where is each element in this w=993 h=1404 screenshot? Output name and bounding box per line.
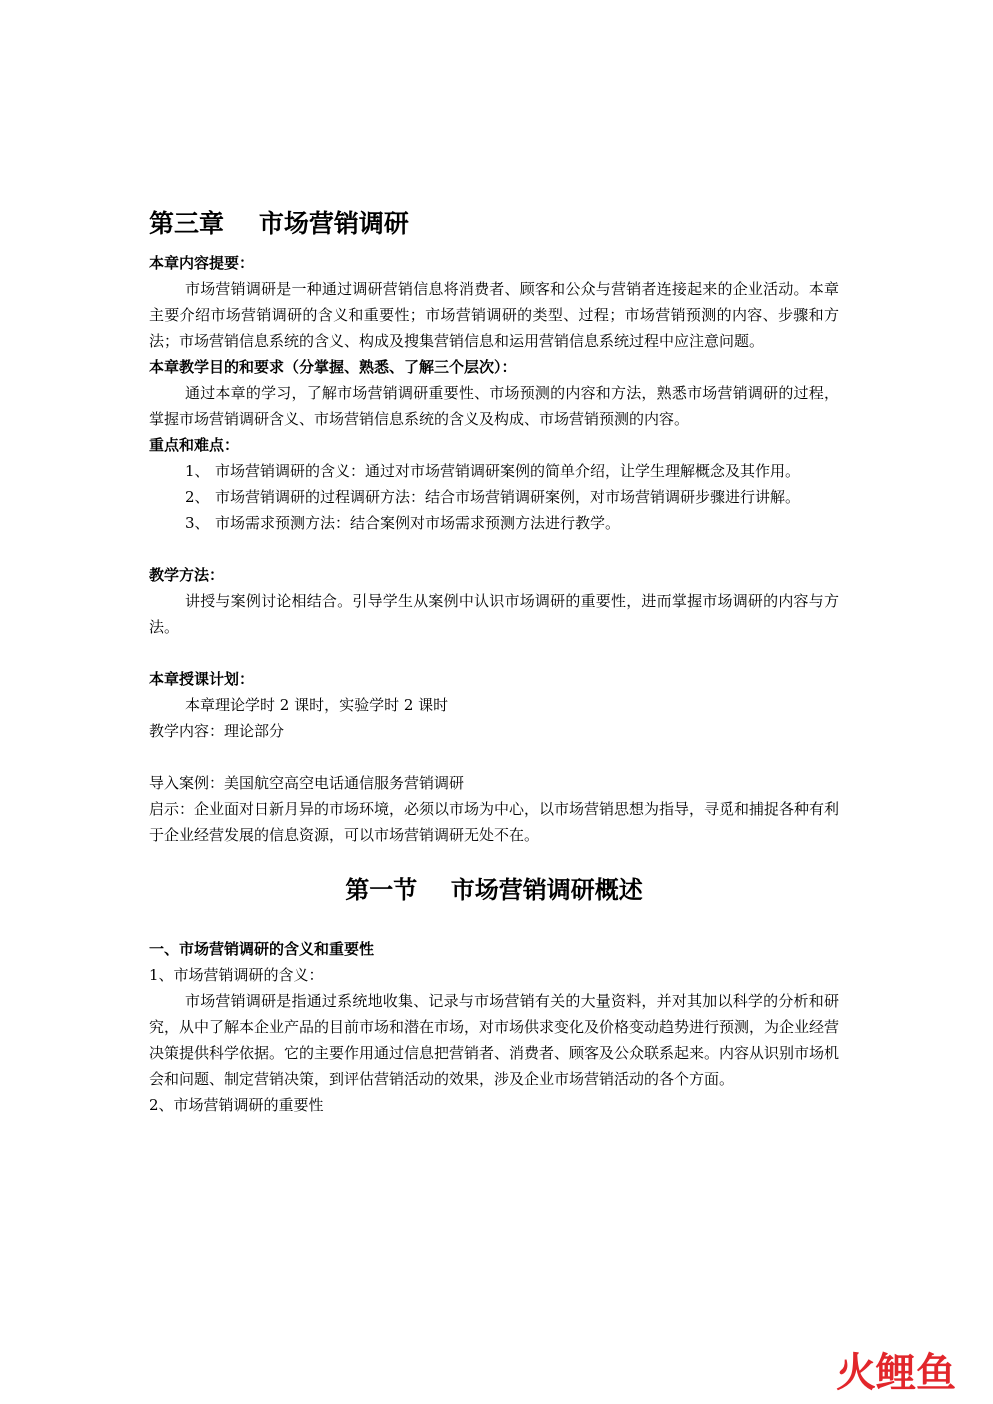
list-item-text: 市场营销调研的含义：通过对市场营销调研案例的简单介绍，让学生理解概念及其作用。 <box>215 462 801 480</box>
list-item <box>149 484 839 510</box>
plan-hours: 本章理论学时 2 课时，实验学时 2 课时 <box>185 696 449 714</box>
list-item-text: 市场需求预测方法：结合案例对市场需求预测方法进行教学。 <box>215 514 621 532</box>
item1-label: 1、市场营销调研的含义： <box>149 966 324 984</box>
list-item-text: 市场营销调研的过程调研方法：结合市场营销调研案例，对市场营销调研步骤进行讲解。 <box>215 488 801 506</box>
document-page <box>149 202 839 1118</box>
item1-text: 市场营销调研是指通过系统地收集、记录与市场营销有关的大量资料，并对其加以科学的分析和研究，从中了解本企业产品的目前市场和潜在市场，对市场供求变化及价格变动趋势进行预测，为企业经营决策提供科学依据。它的主要作用通过信息把营销者、消费者、顾客及公众联系起来。内容从识别市场机会和问题、制定营销决策，到评估营销活动的效果，涉及企业市场营销活动的各个方面。 <box>149 992 840 1088</box>
methods-text: 讲授与案例讨论相结合。引导学生从案例中认识市场调研的重要性，进而掌握市场调研的内容与方法。 <box>149 592 839 636</box>
plan-content: 教学内容：理论部分 <box>149 722 285 740</box>
spacer <box>149 744 839 770</box>
watermark-logo-text: 火鲤鱼 <box>836 1350 956 1396</box>
key-points-heading: 重点和难点： <box>149 436 240 454</box>
chapter-title: 第三章 市场营销调研 <box>149 209 409 238</box>
spacer <box>149 640 839 666</box>
case-intro: 导入案例：美国航空高空电话通信服务营销调研 <box>149 774 465 792</box>
list-item-number: 3、 <box>185 514 210 532</box>
list-item-number: 1、 <box>185 462 210 480</box>
watermark-logo <box>821 1344 971 1396</box>
case-insight: 启示：企业面对日新月异的市场环境，必须以市场为中心，以市场营销思想为指导，寻觅和捕捉各种有利于企业经营发展的信息资源，可以市场营销调研无处不在。 <box>149 800 840 844</box>
section-sub-heading: 一、市场营销调研的含义和重要性 <box>149 940 375 958</box>
summary-heading: 本章内容提要： <box>149 254 255 272</box>
spacer <box>149 536 839 562</box>
plan-heading: 本章授课计划： <box>149 670 255 688</box>
methods-heading: 教学方法： <box>149 566 225 584</box>
list-item <box>149 510 839 536</box>
objectives-heading: 本章教学目的和要求（分掌握、熟悉、了解三个层次）： <box>149 358 517 376</box>
list-item-number: 2、 <box>185 488 210 506</box>
summary-text: 市场营销调研是一种通过调研营销信息将消费者、顾客和公众与营销者连接起来的企业活动。本章主要介绍市场营销调研的含义和重要性；市场营销调研的类型、过程；市场营销预测的内容、步骤和方法；市场营销信息系统的含义、构成及搜集营销信息和运用营销信息系统过程中应注意问题。 <box>149 280 839 350</box>
objectives-text: 通过本章的学习，了解市场营销调研重要性、市场预测的内容和方法，熟悉市场营销调研的过程，掌握市场营销调研含义、市场营销信息系统的含义及构成、市场营销预测的内容。 <box>149 384 839 428</box>
section-title: 第一节 市场营销调研概述 <box>345 875 643 904</box>
key-points-list <box>149 458 839 536</box>
item2-label: 2、市场营销调研的重要性 <box>149 1096 324 1114</box>
list-item <box>149 458 839 484</box>
